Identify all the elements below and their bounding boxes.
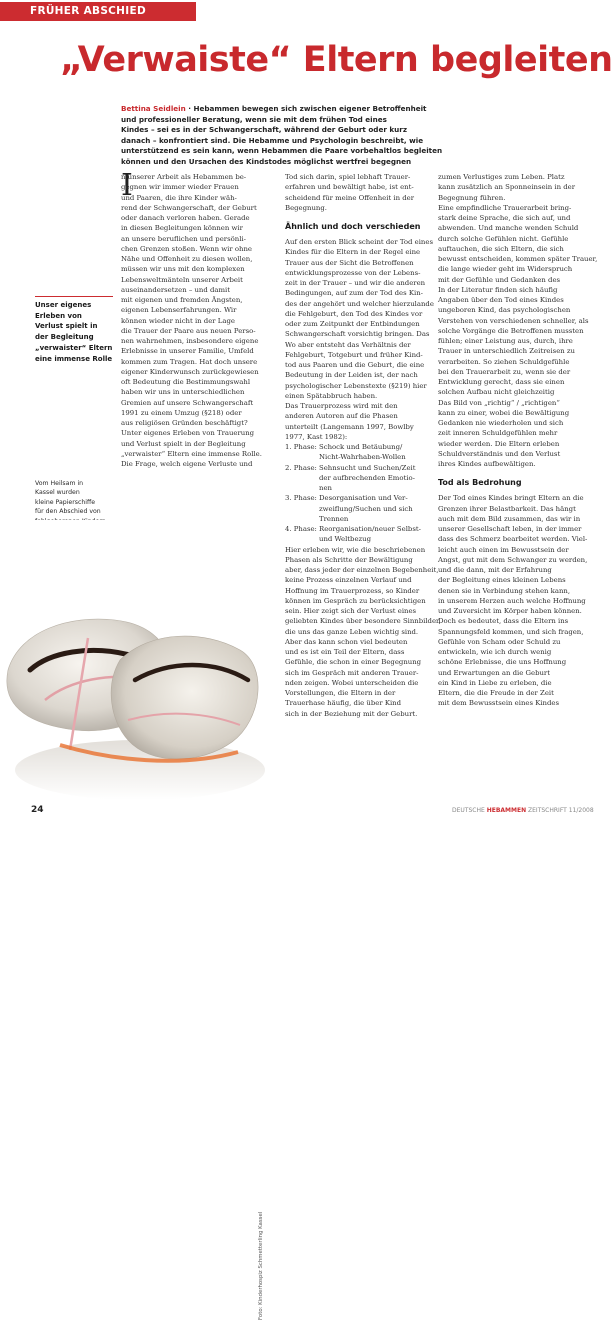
text-line: Wo aber entsteht das Verhältnis der [285,340,411,349]
text-line: kann zu einer, wobei die Bewältigung [438,408,570,417]
text-line: Kassel wurden [35,489,80,497]
text-line: erfahren und bewältigt habe, ist ent- [285,183,414,192]
text-line: Die Frage, welch eigene Verluste und [121,460,253,468]
photo-credit-text: Foto: Kinderhospiz Schmetterling Kassel [258,1211,264,1320]
magazine-prefix: DEUTSCHE [452,807,485,814]
column-3-top [438,172,598,469]
column-2-intro [285,172,425,213]
article-lead [121,104,441,168]
phase-text: Trennen [319,514,349,523]
column-2-after [285,545,441,719]
text-line: psychologischer Lebenstexte (§219) hier [285,381,427,390]
body-column-1 [121,168,273,518]
text-line: können wieder nicht in der Lage [121,316,235,325]
text-line: in unserem Herzen auch welche Hoffnung [438,596,586,605]
text-line: Hier erleben wir, wie die beschriebenen [285,545,426,554]
text-line: Begegnung führen. [438,193,506,202]
text-line: Auf den ersten Blick scheint der Tod eines [285,238,433,246]
text-line: geliebten Kindes über besondere Sinnbilder, [285,617,441,626]
text-line: Nähe und Offenheit zu diesen wollen, [121,255,253,263]
text-line: Spannungsfeld kommen, und sich fragen, [438,627,584,636]
subhead-death-as-threat: Tod als Bedrohung [438,478,522,488]
text-line: kleine Papierschiffe [35,498,96,506]
text-line: ein Kind in Liebe zu erleben, die [438,678,552,687]
lead-first-line: Bettina Seidlein · Hebammen bewegen sich zwischen eigener Betroffenheit [121,104,427,113]
text-line: 1977, Kast 1982): [285,432,348,441]
text-line: Gedanken nie wiederholen und sich [438,419,564,427]
text-line: anderen Autoren auf die Phasen [285,412,398,421]
text-line: die Trauer der Paare aus neuen Perso- [121,326,256,335]
phase-text: Schock und Betäubung/ [319,443,403,451]
text-line: zumen Verlustiges zum Leben. Platz [438,173,565,181]
phase-label: 1. Phase: [285,443,317,451]
phase-text: Desorganisation und Ver- [319,494,408,503]
lead-line: können und den Ursachen des Kindstodes möglichst wertfrei begegnen [121,156,412,166]
text-line: Grenzen ihrer Belastbarkeit. Das hängt [438,504,576,513]
lead-line: Kindes – sei es in der Schwangerschaft, während der Geburt oder kurz [121,125,408,135]
phase-item [285,493,425,503]
text-line: für den Abschied von [35,508,101,516]
text-line: Der Tod eines Kindes bringt Eltern an die [438,494,584,503]
text-line: Aber das kann schon viel bedeuten [285,637,408,646]
text-line: oder zum Zeitpunkt der Entbindungen [285,320,420,328]
text-line: n unserer Arbeit als Hebammen be- [121,173,247,181]
text-line: fühlen; einer Leistung aus, durch, ihre [438,337,573,345]
lead-line: unterstützend es sein kann, wenn Hebammen die Paare vorbehaltlos begleiten [121,146,443,156]
paper-boats-illustration [0,520,273,810]
text-line: die lange wieder geht im Widerspruch [438,265,573,274]
photo-credit [258,1170,268,1330]
text-line: „verwaister“ Eltern eine immense Rolle. [121,449,262,458]
magazine-suffix: ZEITSCHRIFT 11/2008 [528,807,594,814]
text-line: zeit inneren Schuldgefühlen mehr [438,429,558,438]
text-line: und Zuversicht im Körper haben können. [438,607,582,615]
text-line: solche Vorgänge die Betroffenen mussten [438,326,584,335]
section-tag: FRÜHER ABSCHIED [0,2,196,21]
text-line: und Paaren, die ihre Kinder wäh- [121,193,237,202]
text-line: Schwangerschaft vorsichtig bringen. Das [285,330,430,339]
photo-paper-boats [0,520,273,1320]
text-line: Trauer aus der Sicht die Betroffenen [285,258,414,267]
phase-item [285,504,425,514]
text-line: tod aus Paaren und die Geburt, die eine [285,361,425,369]
text-line: Fehlgeburt, Totgeburt und früher Kind- [285,350,423,359]
text-line: wieder werden. Die Eltern erleben [438,439,560,448]
text-line: Erleben von [35,311,82,320]
text-line: sich im Gespräch mit anderen Trauer- [285,668,419,677]
text-line: auftauchen, die sich Eltern, die sich [438,244,564,253]
text-line: leicht auch einen im Bewusstsein der [438,545,569,554]
text-line: Hoffnung im Trauerprozess, so Kinder [285,586,420,595]
subhead-similar-yet-different: Ähnlich und doch verschieden [285,222,421,231]
text-line: Lebensweltmänteln unserer Arbeit [121,275,243,284]
text-line: Schuldverständnis und den Verlust [438,449,561,458]
body-column-3 [438,172,598,807]
text-line: Das Bild von „richtig“ / „richtigen“ [438,398,560,407]
text-line: Vorstellungen, die Eltern in der [285,689,396,697]
text-line: Begegnung. [285,203,327,212]
text-line: sein. Hier zeigt sich der Verlust eines [285,607,417,615]
phase-text: Reorganisation/neuer Selbst- [319,525,421,533]
text-line: Angst, gut mit dem Schwanger zu werden, [438,555,588,564]
text-line: können im Gespräch zu berücksichtigen [285,596,426,605]
text-line: Doch es bedeutet, dass die Eltern ins [438,617,569,626]
text-line: dass des Schmerz bearbeitet werden. Viel- [438,535,588,544]
text-line: oder danach verloren haben. Gerade [121,214,250,222]
text-line: abwenden. Und manche wenden Schuld [438,224,579,233]
lead-line: und professioneller Beratung, wenn sie mit dem frühen Tod eines [121,114,387,124]
text-line: haben wir uns in unterschiedlichen [121,388,245,397]
column-2-body [285,237,434,442]
phase-list [285,442,425,545]
text-line: und Verlust spielt in der Begleitung [121,439,246,448]
text-line: denen sie in Verbindung stehen kann, [438,586,571,595]
phase-item [285,473,425,483]
text-line: Eltern, die die Freude in der Zeit [438,689,554,697]
text-line: kann zusätzlich an Sponneinsein in der [438,183,576,192]
phase-item [285,463,425,473]
text-line: des der angehört und welcher hierzulande [285,299,434,308]
column-1-text [121,168,273,469]
text-line: mit der Gefühle und Gedanken des [438,275,561,284]
text-line: chen Grenzen stoßen. Wenn wir ohne [121,244,252,253]
column-3-bottom [438,493,588,708]
text-line: eigener Kinderwunsch zurückgewiesen [121,367,259,376]
text-line: bewusst entscheiden, kommen später Trauer, [438,255,598,263]
text-line: der Begleitung [35,333,94,342]
text-line: Gefühle von Scham oder Schuld zu [438,637,561,646]
text-line: verarbeiten. So ziehen Schuldgefühle [438,357,570,366]
body-column-2 [285,172,441,807]
article-title: „Verwaiste“ Eltern begleiten [60,40,613,80]
text-line: Trauerhase häufig, die über Kind [285,699,402,708]
text-line: keine Prozess einzelnen Verlauf und [285,576,412,585]
text-line: eine immense Rolle [35,354,113,363]
phase-text: Sehnsucht und Suchen/Zeit [319,463,416,472]
text-line: Entwicklung gerecht, dass sie einen [438,378,565,386]
text-line: kommen zum Tragen. Hat doch unsere [121,357,258,366]
text-line: 1991 zu einem Umzug (§218) oder [121,408,242,417]
text-line: Bedingungen, auf zum der Tod des Kin- [285,289,423,298]
text-line: zeit in der Trauer – und wir die anderen [285,279,426,287]
phase-text: nen [319,484,332,492]
text-line: ihres Kindes aufbewältigen. [438,460,536,468]
phase-item [285,514,425,524]
text-line: mit dem Bewusstsein eines Kindes [438,699,560,708]
text-line: bei den Trauerarbeit zu, wenn sie der [438,367,571,376]
phase-label: 4. Phase: [285,525,317,533]
text-line: Unter eigenes Erleben von Trauerung [121,429,255,438]
text-line: nden zeigen. Wobei unterscheiden die [285,678,419,687]
text-line: auseinandersetzen – und damit [121,285,230,294]
phase-item [285,524,425,534]
text-line: Eine empfindliche Trauerarbeit bring- [438,203,572,212]
text-line: Bedeutung in der Leiden ist, der nach [285,371,418,380]
lead-line: danach – konfrontiert sind. Die Hebamme und Psychologin beschreibt, wie [121,135,424,145]
text-line: aber, dass jeder der einzelnen Begebenheit, [285,566,439,574]
text-line: schöne Erlebnisse, die uns Hoffnung [438,658,567,667]
text-line: scheidend für meine Offenheit in der [285,193,414,202]
text-line: an unsere beruflichen und persönli- [121,234,246,243]
text-line: Vom Heilsam in [35,480,84,487]
text-line: eigenen Lebenserfahrungen. Wir [121,306,237,315]
text-line: und Erwartungen an die Geburt [438,668,550,677]
text-line: und die dann, mit der Erfahrung [438,566,552,574]
dropcap: I [121,168,133,203]
text-line: gegnen wir immer wieder Frauen [121,183,239,192]
phase-item [285,442,425,452]
text-line: „verwaister“ Eltern [35,343,113,352]
text-line: rend der Schwangerschaft, der Geburt [121,203,257,212]
text-line: einen Spätabbruch haben. [285,391,378,400]
text-line: Verlust spielt in [35,322,98,331]
text-line: entwicklungsprozesse von der Lebens- [285,268,421,277]
text-line: Erlebnisse in unserer Familie, Umfeld [121,347,254,356]
phase-text: zweiflung/Suchen und sich [319,504,413,513]
text-line: In der Literatur finden sich häufig [438,285,558,294]
text-line: Trauer in unterschiedlich Zeitreisen zu [438,347,575,356]
phase-label: 3. Phase: [285,494,317,503]
text-line: solchen Aufbau nicht gleichzeitig [438,388,555,397]
text-line: stark deine Sprache, die sich auf, und [438,214,571,222]
text-line: ungeboren Kind, das psychologischen [438,306,571,315]
phase-text: der aufbrechenden Emotio- [319,473,415,482]
text-line: Phasen als Schritte der Bewältigung [285,555,413,564]
magazine-footer [452,807,594,814]
text-line: die uns das ganze Leben wichtig sind. [285,627,419,636]
phase-item [285,483,425,493]
phase-item [285,452,425,462]
pull-quote-text [35,300,113,364]
text-line: aus religiösen Gründen beschäftigt? [121,419,248,427]
text-line: Das Trauerprozess wird mit den [285,402,398,410]
pull-quote [35,296,113,364]
phase-item [285,534,425,544]
text-line: oft Bedeutung die Bestimmungswahl [121,378,251,386]
text-line: unterteilt (Langemann 1997, Bowlby [285,422,414,431]
page-number: 24 [31,805,44,815]
text-line: Tod sich darin, spiel lebhaft Trauer- [285,173,411,181]
text-line: Verstehen von verschiedenen schneller, als [438,316,589,325]
text-line: Gremien auf unsere Schwangerschaft [121,398,254,407]
text-line: Kindes für die Eltern in der Regel eine [285,248,421,257]
text-line: durch solche Gefühlen nicht. Gefühle [438,234,569,243]
text-line: die Fehlgeburt, den Tod des Kindes vor [285,309,423,318]
phase-label: 2. Phase: [285,463,317,472]
text-line: Angaben über den Tod eines Kindes [438,296,564,304]
text-line: mit eigenen und fremden Ängsten, [121,296,243,304]
magazine-name: HEBAMMEN [486,807,527,814]
phase-text: Nicht-Wahrhaben-Wollen [319,453,406,462]
text-line: und es ist ein Teil der Eltern, dass [285,648,405,656]
text-line: nen wahrnehmen, insbesondere eigene [121,337,259,345]
text-line: auch mit dem Bild zusammen, das wir in [438,514,581,523]
text-line: Gefühle, die schon in einer Begegnung [285,658,422,667]
text-line: Unser eigenes [35,301,92,309]
phase-text: und Weltbezug [319,535,372,544]
text-line: müssen wir uns mit den komplexen [121,265,245,274]
text-line: entwickeln, wie ich durch wenig [438,648,552,656]
author-name: Bettina Seidlein [121,104,186,113]
text-line: sich in der Beziehung mit der Geburt. [285,709,418,718]
text-line: in diesen Begleitungen können wir [121,224,243,233]
text-line: unserer Gesellschaft leben, in der immer [438,525,582,533]
text-line: der Begleitung eines kleinen Lebens [438,576,566,585]
